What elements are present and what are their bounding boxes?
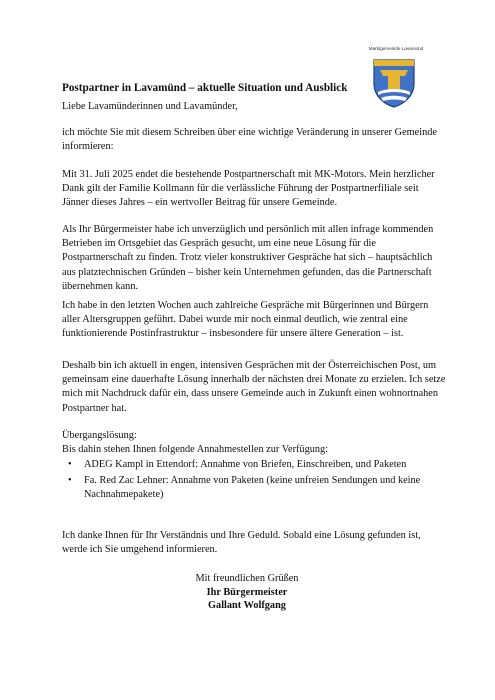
bullet-icon: • bbox=[68, 475, 72, 487]
paragraph-intro: ich möchte Sie mit diesem Schreiben über eine wichtige Veränderung in unserer Gemeinde informieren: bbox=[62, 127, 437, 153]
interim-locations-list bbox=[62, 458, 447, 505]
signoff: Mit freundlichen Grüßen bbox=[195, 573, 299, 584]
paragraph-post-negotiations: Deshalb bin ich aktuell in engen, intensiven Gesprächen mit der Österreichischen Post, um gemeinsam eine dauerhafte Lösung innerhalb der nächsten drei Monate zu erzielen. Ich setze mich mit Nachdruck dafür ein, dass unsere Gemeinde auch in Zukunft einen wohnortnahen Postpartner hat. bbox=[62, 360, 446, 414]
interim-heading: Übergangslösung: bbox=[62, 430, 137, 441]
list-item-text: ADEG Kampl in Ettendorf: Annahme von Briefen, Einschreiben, und Paketen bbox=[84, 459, 407, 470]
crest-caption: Marktgemeinde Lavamünd bbox=[368, 46, 424, 51]
list-item bbox=[62, 474, 447, 502]
list-item-text: Fa. Red Zac Lehner: Annahme von Paketen (keine unfreien Sendungen und keine Nachnahmepakete) bbox=[84, 475, 421, 501]
bullet-icon: • bbox=[68, 459, 72, 470]
paragraph-closing: Ich danke Ihnen für Ihr Verständnis und Ihre Geduld. Sobald eine Lösung gefunden ist, werde ich Sie umgehend informieren. bbox=[62, 530, 421, 556]
signature-block bbox=[62, 572, 432, 613]
signer-name: Gallant Wolfgang bbox=[208, 600, 286, 612]
paragraph-search-efforts: Als Ihr Bürgermeister habe ich unverzüglich und persönlich mit allen infrage kommenden Betrieben im Ortsgebiet das Gespräch gesucht, um eine neue Lösung für die Postpartnerschaft zu finden. Trotz vieler konstruktiver Gespräche hat sich – hauptsächlich aus platztechnischen Gründen – bisher kein Unternehmen gefunden, das die Partnerschaft übernehmen kann. bbox=[62, 224, 434, 292]
list-item bbox=[62, 458, 447, 472]
letter-title: Postpartner in Lavamünd – aktuelle Situation und Ausblick bbox=[62, 82, 348, 94]
paragraph-partnership-end: Mit 31. Juli 2025 endet die bestehende Postpartnerschaft mit MK-Motors. Mein herzlicher Dank gilt der Familie Kollmann für die verlässliche Führung der Postpartnerfiliale seit Jänner dieses Jahres – ein wertvoller Beitrag für unsere Gemeinde. bbox=[62, 169, 435, 209]
interim-intro: Bis dahin stehen Ihnen folgende Annahmestellen zur Verfügung: bbox=[62, 444, 329, 455]
paragraph-citizen-talks: Ich habe in den letzten Wochen auch zahlreiche Gespräche mit Bürgerinnen und Bürgern aller Altersgruppen geführt. Dabei wurde mir noch einmal deutlich, wie zentral eine funktionierende Postinfrastruktur – insbesondere für unsere ältere Generation – ist. bbox=[62, 300, 429, 340]
signer-role: Ihr Bürgermeister bbox=[206, 586, 288, 598]
greeting: Liebe Lavamünderinnen und Lavamünder, bbox=[62, 101, 238, 112]
